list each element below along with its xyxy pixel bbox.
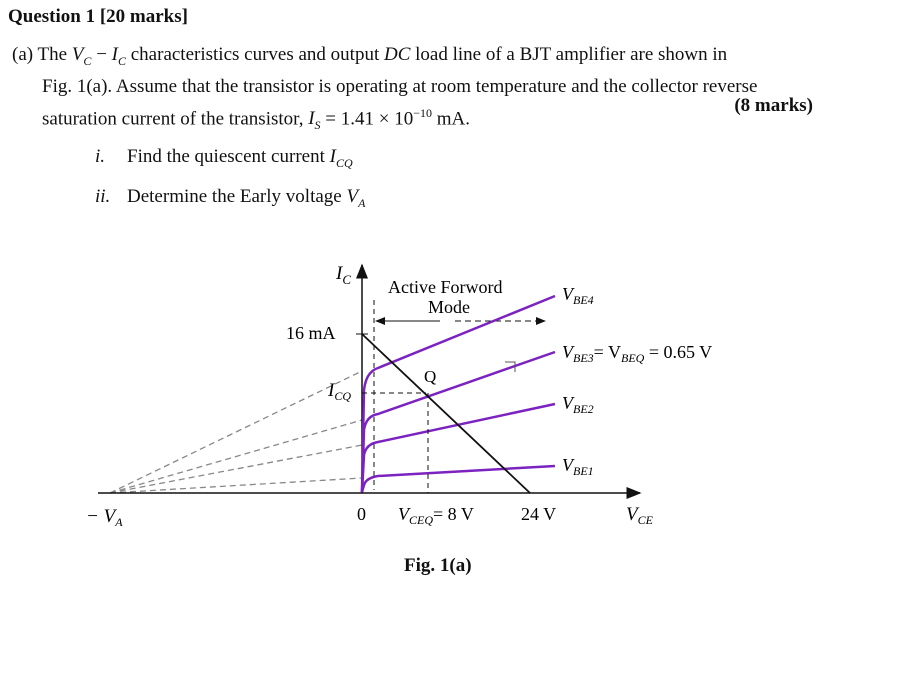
curve-label-vbe4: $V_{BE4}$ xyxy=(562,284,594,307)
neg-va-label: − $V_A$ xyxy=(86,506,123,529)
figure-caption: Fig. 1(a) xyxy=(404,555,472,576)
paragraph-line-2: Fig. 1(a). Assume that the transistor is operating at room temperature and the collector reverse xyxy=(42,75,758,97)
active-mode-label-2: Mode xyxy=(428,297,470,317)
y-tick-icq: $I_{CQ}$ xyxy=(328,380,351,403)
active-mode-label-1: Active Forword xyxy=(388,277,503,297)
x-axis-label: $V_{CE}$ xyxy=(626,504,653,527)
curve-label-vbe1: $V_{BE1}$ xyxy=(562,455,594,478)
curve-label-vbe2: $V_{BE2}$ xyxy=(562,393,594,416)
sub-question-text: Find the quiescent current xyxy=(127,146,330,167)
vceq-label: $V_{CEQ}= 8$ V xyxy=(398,504,474,527)
text-fragment: saturation current of the transistor, xyxy=(42,108,309,130)
characteristic-curves xyxy=(362,296,555,492)
y-tick-16ma: 16 mA xyxy=(286,323,336,343)
part-label: (a) xyxy=(12,44,34,65)
dc-term: DC xyxy=(383,44,411,65)
sub-question-2: ii. Determine the Early voltage $V_A$ xyxy=(95,186,366,210)
early-line-4 xyxy=(110,371,362,493)
early-line-2 xyxy=(110,445,362,493)
marks-label: (8 marks) xyxy=(734,95,813,116)
sub-question-number: i. xyxy=(95,146,106,167)
text-fragment: load line of a BJT amplifier are shown in xyxy=(410,44,728,65)
early-line-3 xyxy=(110,420,362,493)
x-tick-24v: 24 V xyxy=(521,504,557,524)
text-fragment: The xyxy=(37,44,72,65)
q-point-label: Q xyxy=(424,367,437,386)
text-fragment: characteristics curves and output xyxy=(126,44,384,65)
curve-label-vbe3: $V_{BE3}= V_{BEQ} = 0.65$ V xyxy=(562,342,713,365)
is-unit: mA. xyxy=(432,108,471,130)
is-value: = 1.41 × 10 xyxy=(320,108,414,130)
question-heading: Question 1 [20 marks] xyxy=(8,6,188,27)
origin-label: 0 xyxy=(357,504,366,524)
early-line-1 xyxy=(110,478,362,493)
is-exponent: −10 xyxy=(413,105,433,120)
y-axis-label: $I_C$ xyxy=(336,263,351,287)
early-voltage-lines xyxy=(110,371,362,493)
sub-question-text: Determine the Early voltage xyxy=(127,186,347,207)
sub-question-1: i. Find the quiescent current $I_{CQ}$ xyxy=(95,146,353,170)
paragraph-line-1: (a) The $V_C - I_C$ characteristics curves and output DC load line of a BJT amplifier are shown in xyxy=(12,44,728,68)
curve-vbe2 xyxy=(362,404,555,492)
paragraph-line-3: saturation current of the transistor, $I_S = 1.41 \times 10^{-10}$ mA. xyxy=(42,105,471,132)
curve-vbe4 xyxy=(362,296,555,492)
sub-question-number: ii. xyxy=(95,186,111,207)
